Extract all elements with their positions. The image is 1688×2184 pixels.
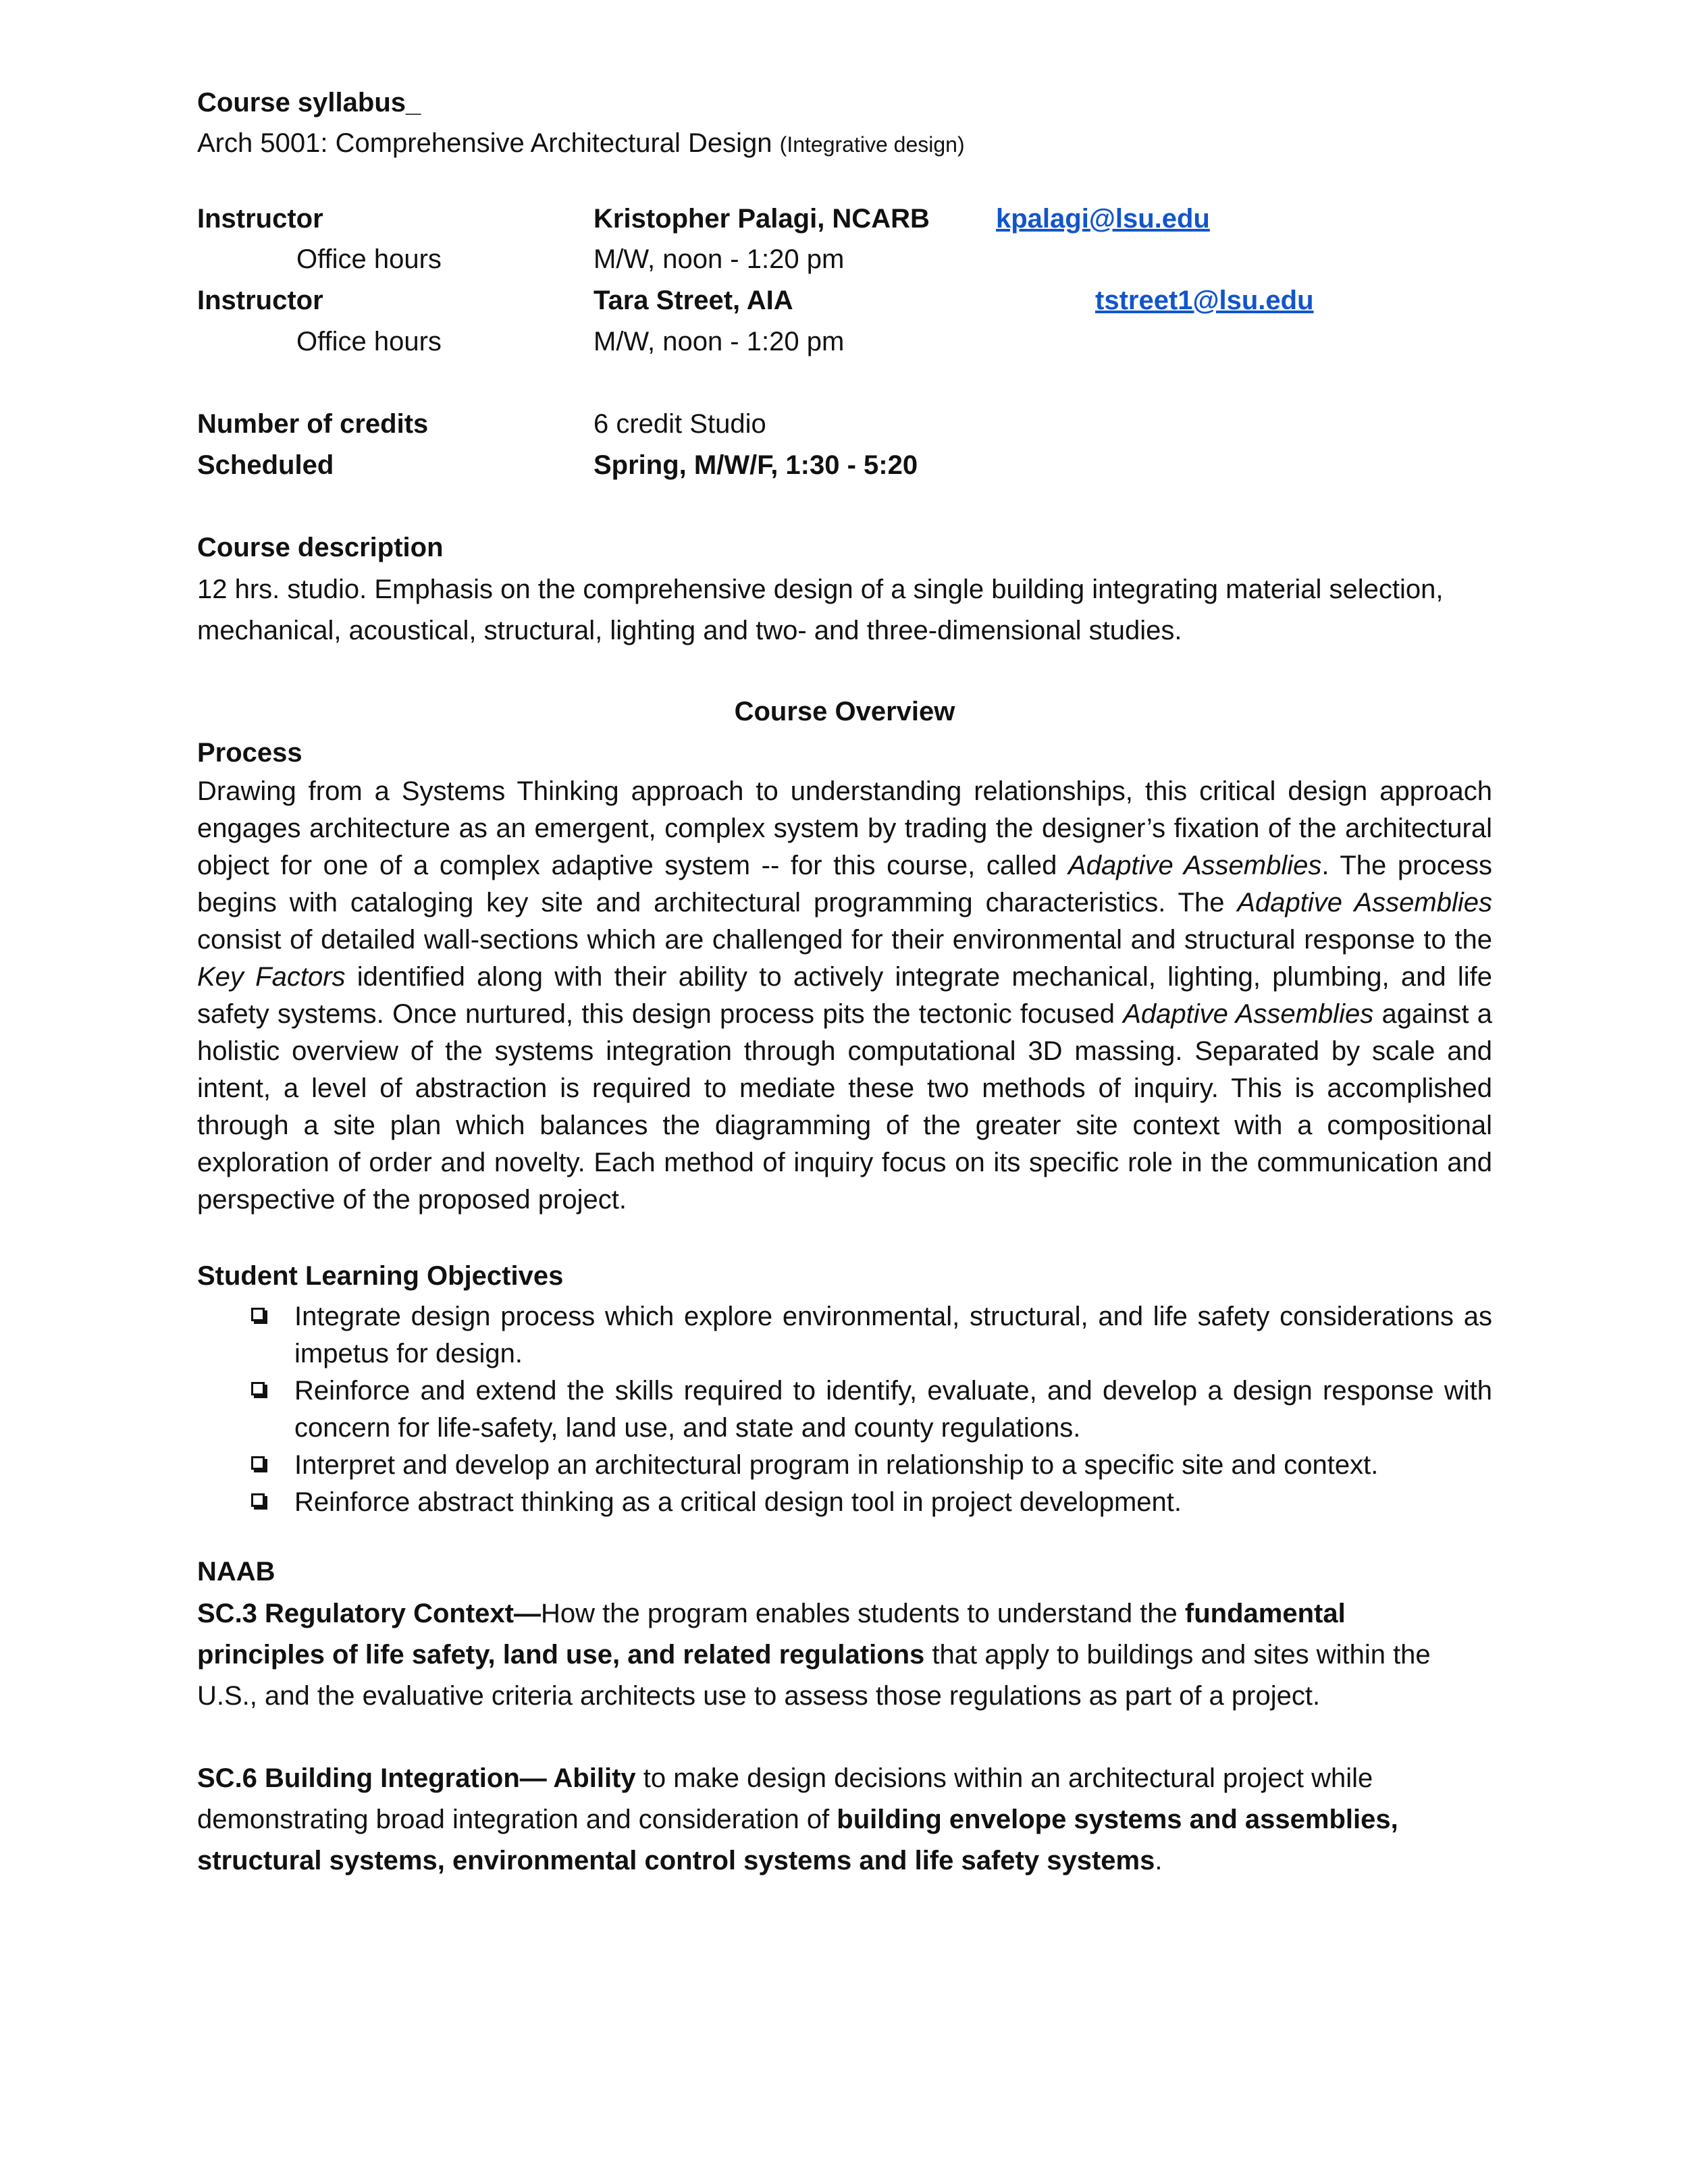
process-text-3: consist of detailed wall-sections which are challenged for their environmental and structural response to the (197, 925, 1492, 955)
credits-value: 6 credit Studio (594, 409, 766, 439)
objective-text: Reinforce abstract thinking as a critical design tool in project development. (294, 1487, 1182, 1517)
instructor-2-office-hours: M/W, noon - 1:20 pm (594, 327, 845, 356)
course-note: (Integrative design) (779, 132, 965, 157)
course-description-text: 12 hrs. studio. Emphasis on the comprehensive design of a single building integrating material selection, mechanical, acoustical, structural, lighting and two- and three-dimensional studies. (197, 575, 1444, 645)
course-description-heading: Course description (197, 533, 444, 562)
sc3-bold-1: fundamental principles of life safety, land use, and related regulations (197, 1599, 1346, 1670)
checkbox-bullet-icon (251, 1456, 265, 1470)
process-text-1: Drawing from a Systems Thinking approach to understanding relationships, this critical design approach engages architecture as an emergent, complex system by trading the designer’s fixation of the architectural object for one of a complex adaptive system -- for this course, called (197, 776, 1492, 880)
process-text-5: against a holistic overview of the systems integration through computational 3D massing. Separated by scale and intent, a level of abstraction is required to mediate these two methods of inquiry. This is accomplished through a site plan which balances the diagramming of the greater site context with a compositional exploration of order and novelty. Each method of inquiry focus on its specific role in the communication and perspective of the proposed project. (197, 999, 1492, 1215)
process-term-adaptive-assemblies-1: Adaptive Assemblies (1068, 851, 1322, 880)
process-paragraph (197, 773, 1492, 1219)
objective-item (251, 1484, 1492, 1521)
objective-item (251, 1447, 1492, 1484)
checkbox-bullet-icon (251, 1308, 265, 1321)
objective-item (251, 1298, 1492, 1373)
course-overview-heading: Course Overview (734, 697, 955, 726)
sc3-text-1: How the program enables students to understand the (540, 1599, 1185, 1628)
syllabus-page (197, 0, 1494, 2184)
instructor-2-office-label: Office hours (296, 327, 442, 356)
objective-text: Integrate design process which explore environmental, structural, and life safety considerations as impetus for design. (294, 1302, 1492, 1368)
schedule-label: Scheduled (197, 450, 334, 480)
process-term-key-factors: Key Factors (197, 962, 346, 992)
naab-sc3-paragraph (197, 1593, 1467, 1717)
objective-text: Reinforce and extend the skills required to identify, evaluate, and develop a design response with concern for life-safety, land use, and state and county regulations. (294, 1376, 1492, 1443)
instructor-2-name: Tara Street, AIA (594, 286, 793, 315)
sc6-text-1: to make design decisions within an architectural project while demonstrating broad integration and consideration of (197, 1763, 1373, 1834)
checkbox-bullet-icon (251, 1382, 265, 1395)
sc3-title: SC.3 Regulatory Context— (197, 1599, 541, 1628)
sc3-text-2: that apply to buildings and sites within the U.S., and the evaluative criteria architects use to assess those regulations as part of a project. (197, 1640, 1431, 1711)
instructor-2-email-link[interactable]: tstreet1@lsu.edu (1095, 286, 1314, 315)
course-name-line (197, 128, 965, 159)
process-text-4: identified along with their ability to actively integrate mechanical, lighting, plumbing, and life safety systems. Once nurtured, this design process pits the tectonic focused (197, 962, 1492, 1029)
sc6-bold-1: building envelope systems and assemblies, structural systems, environmental control systems and life safety systems (197, 1805, 1398, 1875)
checkbox-bullet-icon (251, 1493, 265, 1507)
sc6-text-2: . (1155, 1846, 1163, 1875)
process-term-adaptive-assemblies-3: Adaptive Assemblies (1123, 999, 1374, 1029)
instructor-2-label: Instructor (197, 286, 323, 315)
schedule-value: Spring, M/W/F, 1:30 - 5:20 (594, 450, 918, 480)
instructor-1-email-link[interactable]: kpalagi@lsu.edu (996, 204, 1210, 234)
credits-label: Number of credits (197, 409, 429, 439)
process-heading: Process (197, 738, 302, 768)
naab-sc6-paragraph (197, 1758, 1433, 1882)
instructor-1-office-hours: M/W, noon - 1:20 pm (594, 244, 845, 274)
sc6-title: SC.6 Building Integration— Ability (197, 1763, 636, 1793)
process-text-2: . The process begins with cataloging key site and architectural programming characteristics. The (197, 851, 1492, 917)
document-title: Course syllabus_ (197, 88, 421, 117)
instructor-1-office-label: Office hours (296, 244, 442, 274)
objectives-heading: Student Learning Objectives (197, 1261, 564, 1291)
instructor-1-name: Kristopher Palagi, NCARB (594, 204, 930, 234)
instructor-1-label: Instructor (197, 204, 323, 234)
naab-heading: NAAB (197, 1557, 275, 1587)
objective-text: Interpret and develop an architectural program in relationship to a specific site and context. (294, 1450, 1379, 1480)
course-name: Arch 5001: Comprehensive Architectural Design (197, 128, 772, 158)
process-term-adaptive-assemblies-2: Adaptive Assemblies (1237, 888, 1492, 917)
objective-item (251, 1373, 1492, 1447)
